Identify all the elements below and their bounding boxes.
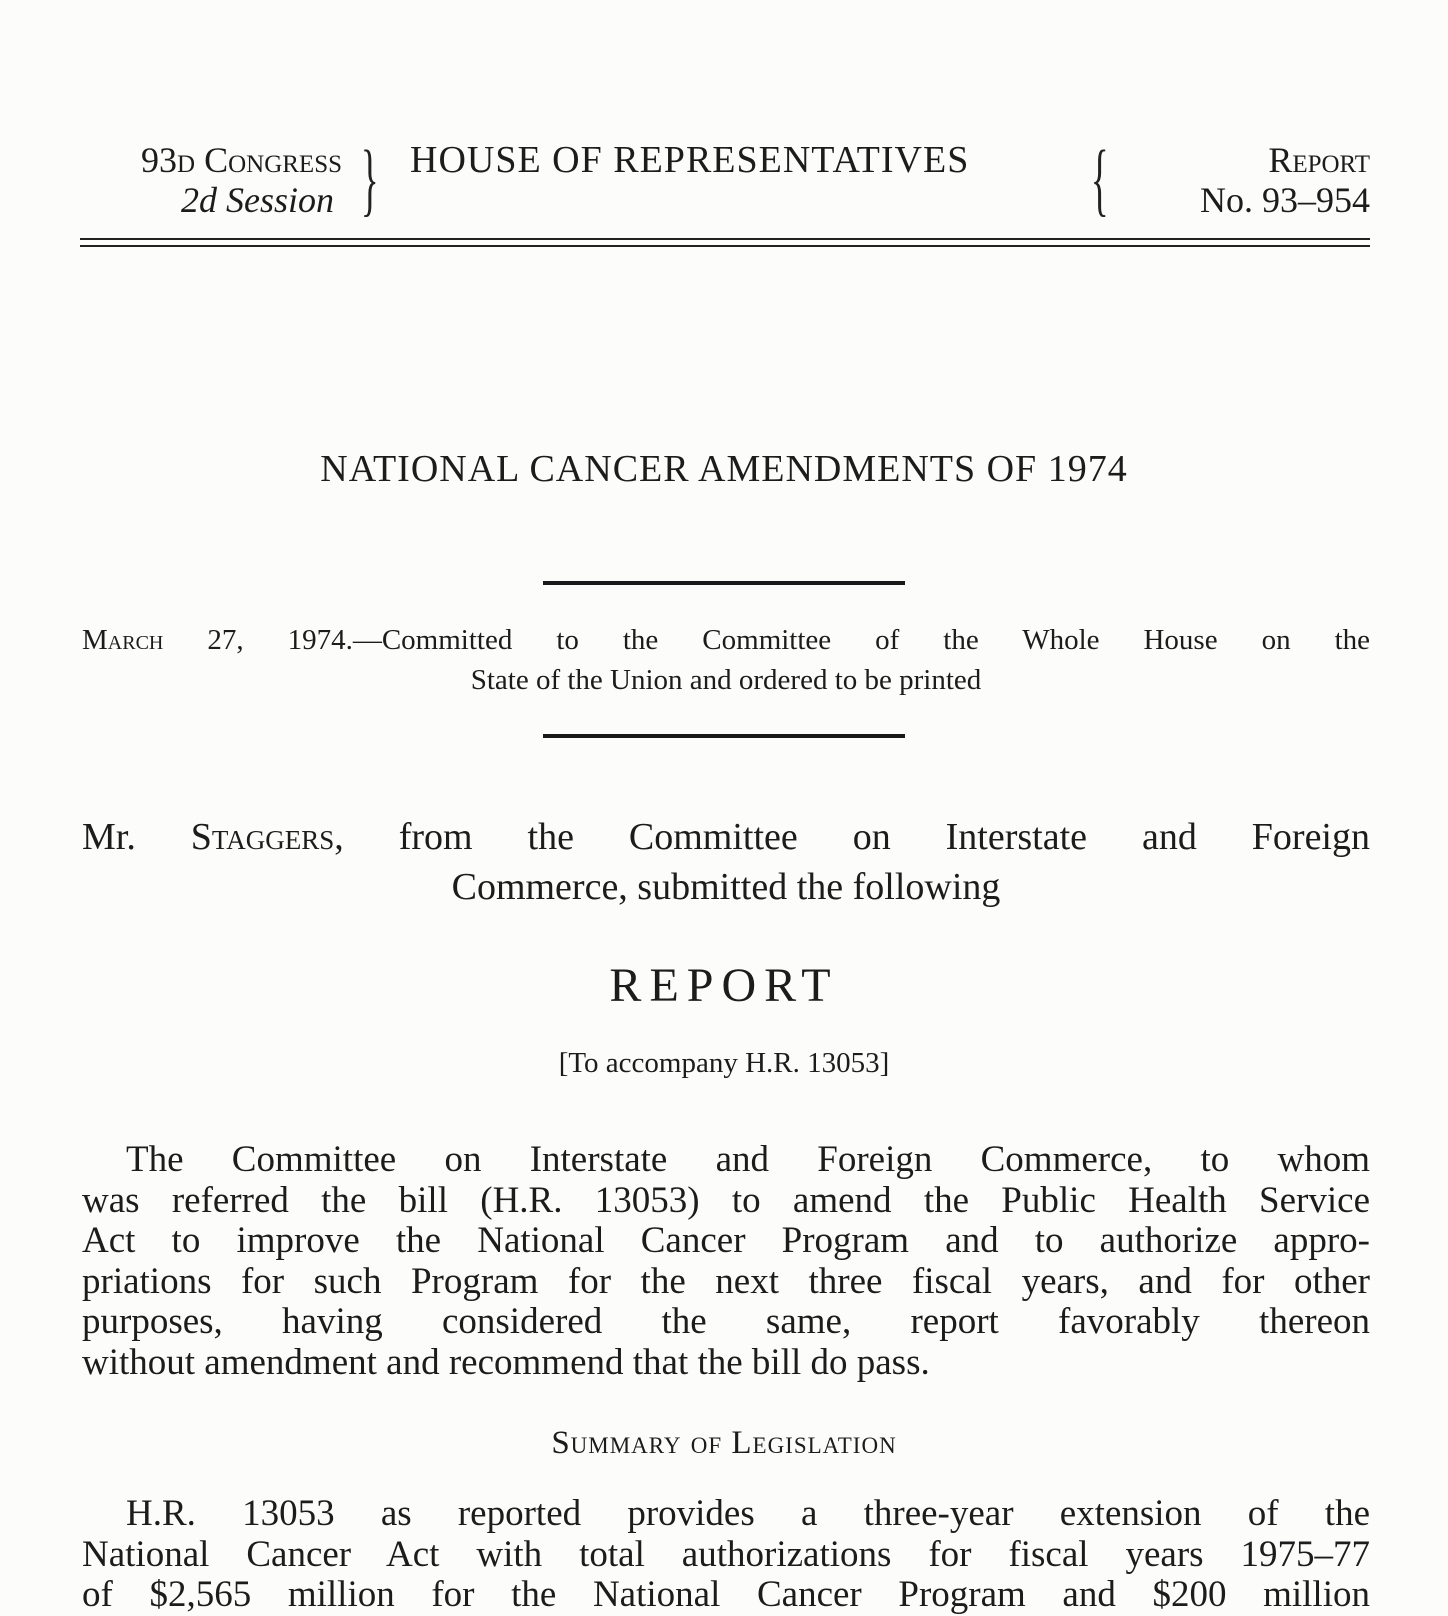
paragraph-line: purposes, having considered the same, report favorably thereon [82,1301,1370,1342]
paragraph-line: National Cancer Act with total authorizations for fiscal years 1975–77 [82,1533,1370,1575]
paragraph-line: priations for such Program for the next three fiscal years, and for other [82,1260,1370,1302]
congress-session [80,140,342,220]
document-title: NATIONAL CANCER AMENDMENTS OF 1974 [320,448,1128,490]
report-header [80,133,1370,230]
report-number: No. 93–954 [1200,180,1370,220]
submitter-line-1-text: , from the Committee on Interstate and Foreign [334,816,1370,858]
committee-paragraph [82,1140,1370,1383]
summary-paragraph [82,1494,1370,1616]
submitter-prefix: Mr. [82,816,191,858]
paragraph-line: The Committee on Interstate and Foreign Commerce, to whom [126,1139,1370,1180]
committed-line-2: State of the Union and ordered to be printed [470,664,982,696]
committed-line-1 [82,620,1370,660]
congress-label: 93d Congress [141,140,342,180]
paragraph-line: Act to improve the National Cancer Program and to authorize appro- [82,1220,1370,1261]
left-brace: } [360,133,379,224]
paragraph-line: without amendment and recommend that the bill do pass. [82,1341,930,1383]
committed-date-month: March [82,624,164,656]
submitter-name: Staggers [190,816,335,858]
right-brace: { [1090,133,1109,224]
report-label: Report [1268,140,1370,180]
header-double-rule [80,238,1370,247]
paragraph-line: was referred the bill (H.R. 13053) to amend the Public Health Service [82,1179,1370,1221]
submitter-line-1 [82,812,1370,862]
session-label: 2d Session [181,180,334,220]
divider-rule [543,581,905,585]
submitter-line-2: Commerce, submitted the following [451,866,1001,908]
paragraph-line: of $2,565 million for the National Cancer Program and $200 million [82,1574,1370,1615]
accompany-note: [To accompany H.R. 13053] [558,1047,890,1079]
chamber-name: HOUSE OF REPRESENTATIVES [410,139,970,181]
report-id [1140,140,1370,220]
summary-heading: Summary of Legislation [551,1425,897,1461]
report-heading: REPORT [609,959,839,1012]
submitter-statement [82,812,1370,912]
committed-notice [82,620,1370,700]
committed-line-1-text: 27, 1974.—Committed to the Committee of the Whole House on the [163,624,1370,656]
divider-rule [543,734,905,738]
paragraph-line: H.R. 13053 as reported provides a three-year extension of the [126,1493,1370,1534]
